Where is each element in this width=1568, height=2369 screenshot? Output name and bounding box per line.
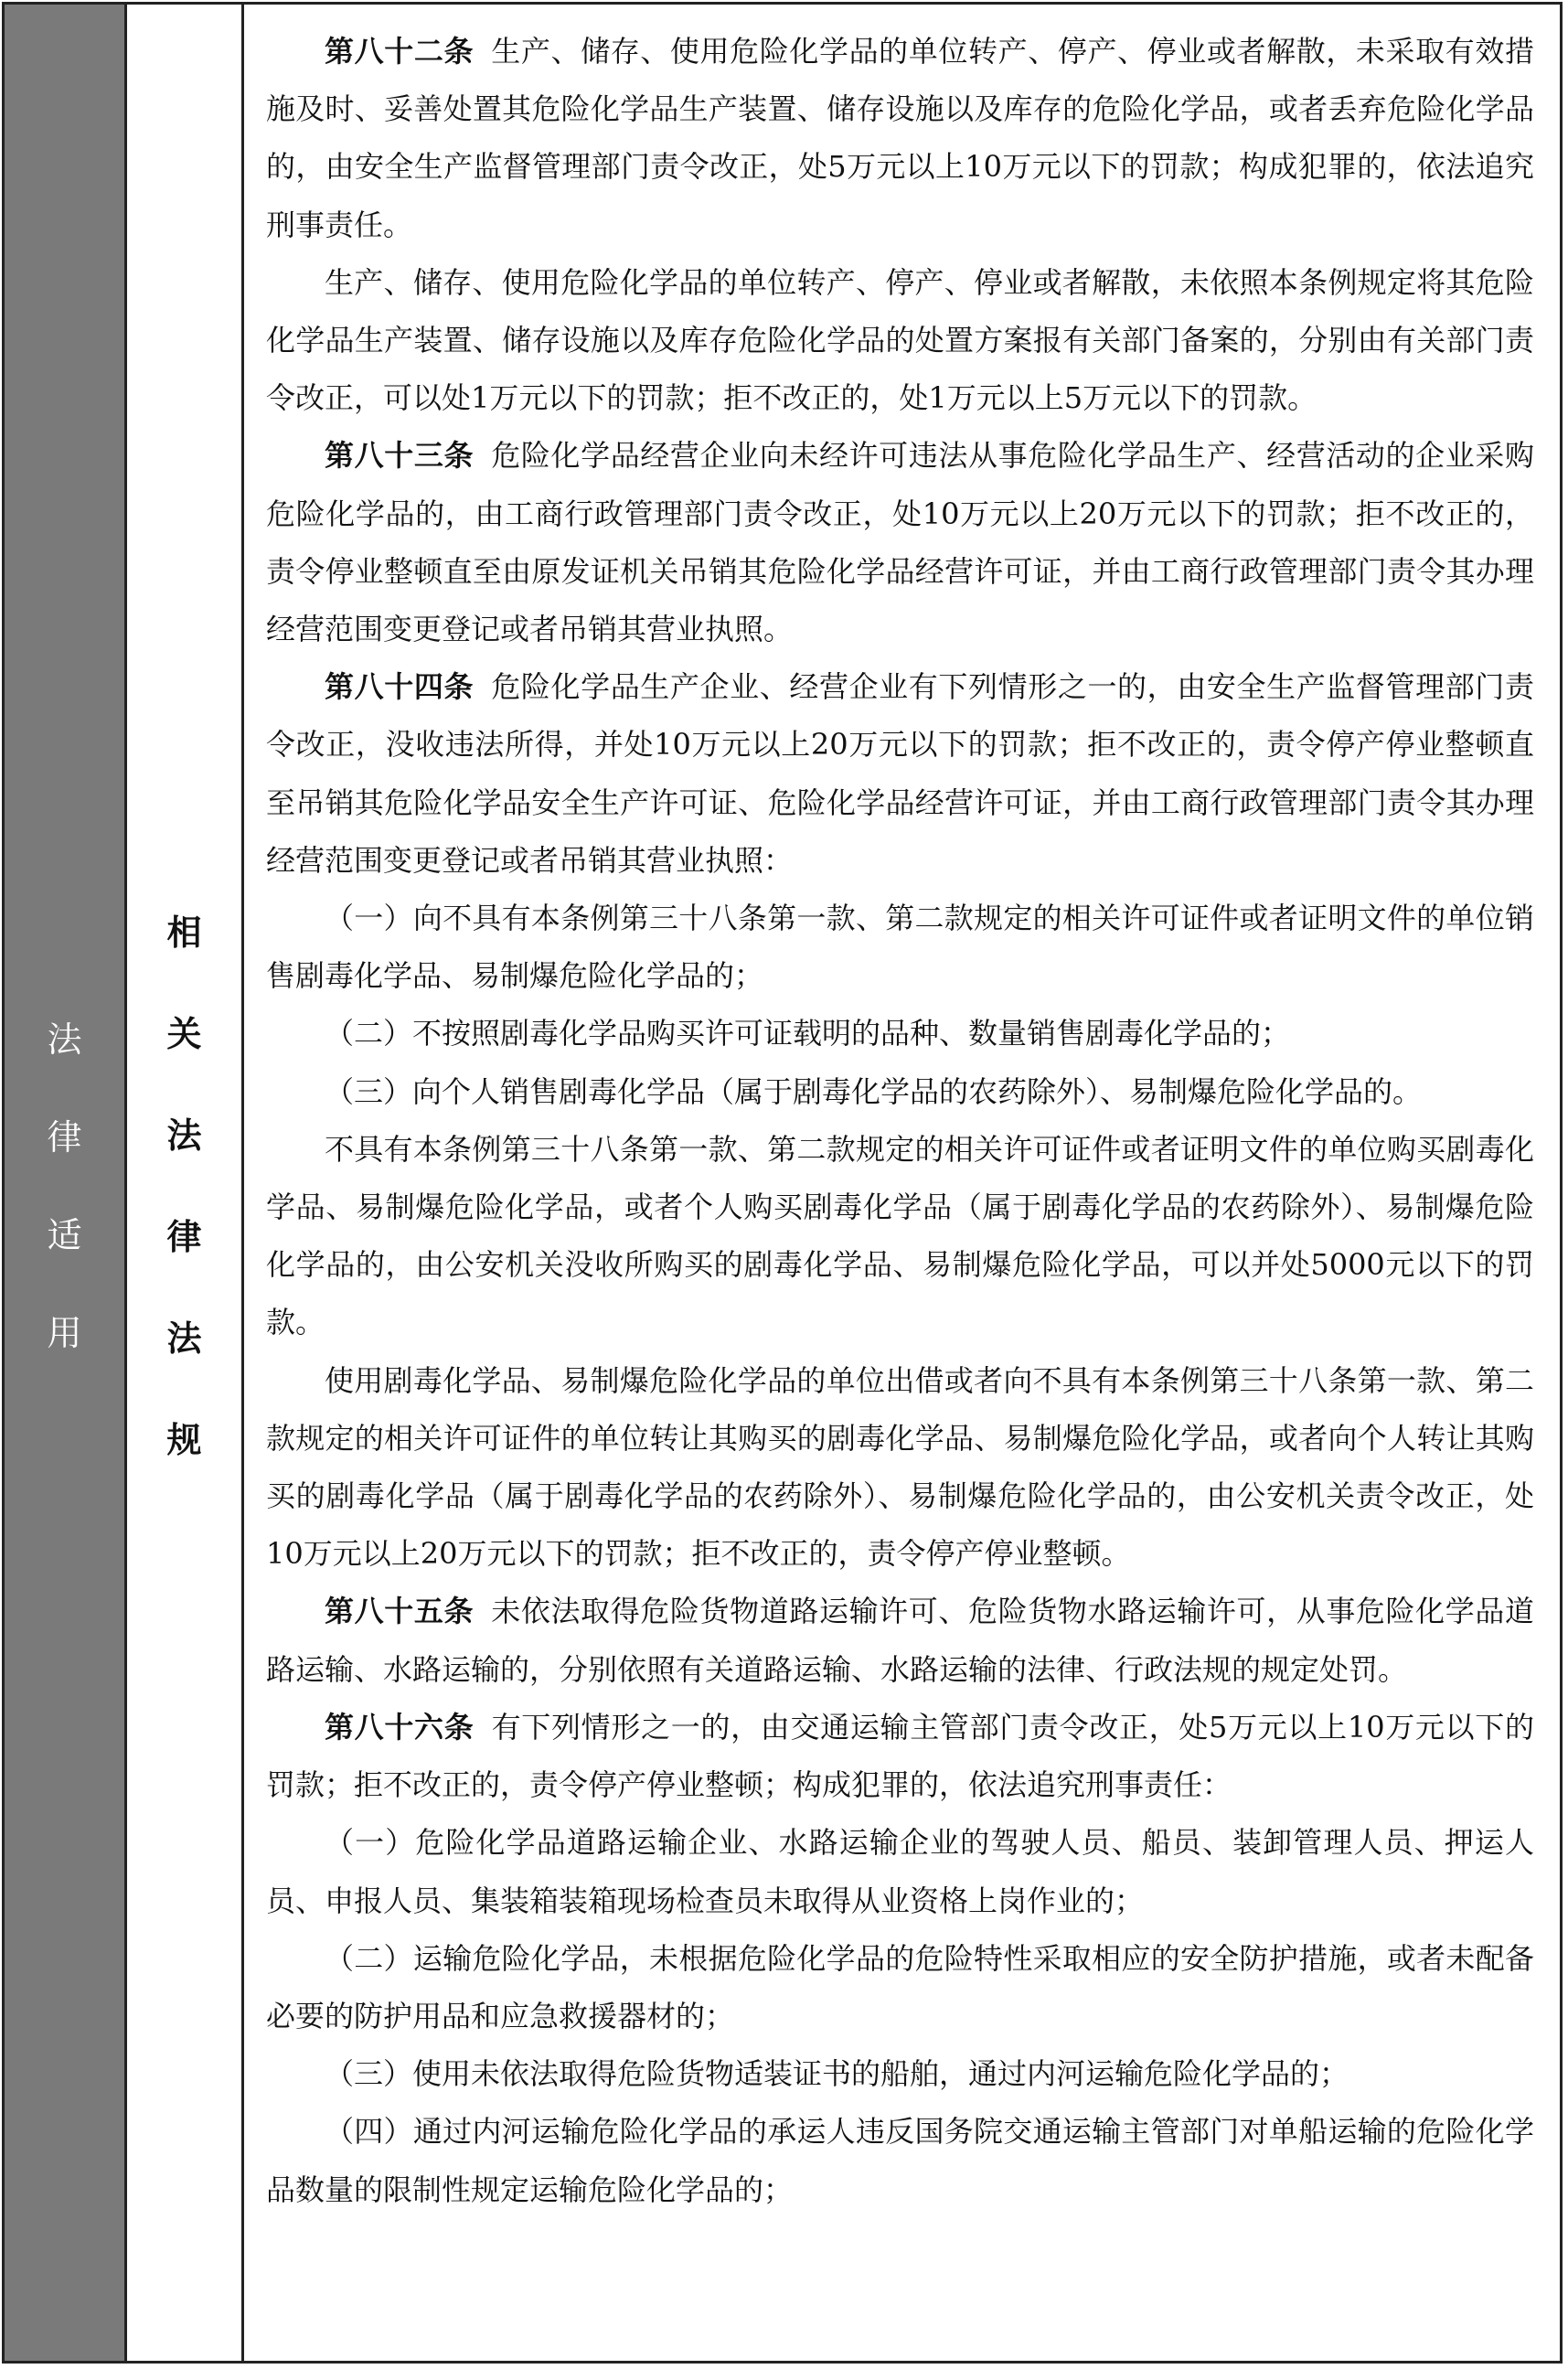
paragraph: [266, 1814, 1534, 1929]
paragraph: [266, 427, 1534, 658]
subcategory-char: 关: [166, 1013, 202, 1054]
subcategory-char: 相: [166, 912, 202, 953]
article-number: 第八十三条: [325, 438, 475, 474]
paragraph-text: 生产、储存、使用危险化学品的单位转产、停产、停业或者解散，未采取有效措施及时、妥善处置其危险化学品生产装置、储存设施以及库存的危险化学品，或者丢弃危险化学品的，由安全生产监督管理部门责令改正，处5万元以上10万元以下的罚款；构成犯罪的，依法追究刑事责任。: [266, 34, 1534, 242]
paragraph: [266, 1005, 1534, 1062]
subcategory-column: [127, 5, 244, 2361]
subcategory-char: 法: [166, 1318, 202, 1359]
paragraph: [266, 2045, 1534, 2103]
paragraph-text: （一）危险化学品道路运输企业、水路运输企业的驾驶人员、船员、装卸管理人员、押运人员、申报人员、集装箱装箱现场检查员未取得从业资格上岗作业的；: [266, 1825, 1534, 1918]
paragraph-text: 使用剧毒化学品、易制爆危险化学品的单位出借或者向不具有本条例第三十八条第一款、第二款规定的相关许可证件的单位转让其购买的剧毒化学品、易制爆危险化学品，或者向个人转让其购买的剧毒化学品（属于剧毒化学品的农药除外）、易制爆危险化学品的，由公安机关责令改正，处10万元以上20万元以下的罚款；拒不改正的，责令停产停业整顿。: [266, 1362, 1534, 1572]
paragraph: [266, 1121, 1534, 1352]
paragraph-text: （四）通过内河运输危险化学品的承运人违反国务院交通运输主管部门对单船运输的危险化学品数量的限制性规定运输危险化学品的；: [266, 2114, 1534, 2207]
subcategory-char: 法: [166, 1115, 202, 1156]
paragraph: [266, 1583, 1534, 1698]
paragraph: [266, 1063, 1534, 1121]
category-char: 律: [47, 1116, 82, 1158]
paragraph-text: 危险化学品生产企业、经营企业有下列情形之一的，由安全生产监督管理部门责令改正，没收违法所得，并处10万元以上20万元以下的罚款；拒不改正的，责令停产停业整顿直至吊销其危险化学品安全生产许可证、危险化学品经营许可证，并由工商行政管理部门责令其办理经营范围变更登记或者吊销其营业执照：: [266, 669, 1534, 878]
paragraph-text: 未依法取得危险货物道路运输许可、危险货物水路运输许可，从事危险化学品道路运输、水路运输的，分别依照有关道路运输、水路运输的法律、行政法规的规定处罚。: [266, 1594, 1534, 1687]
article-number: 第八十二条: [325, 34, 475, 69]
paragraph: [266, 1930, 1534, 2045]
subcategory-char: 律: [166, 1216, 202, 1257]
subcategory-label: [166, 904, 201, 1462]
paragraph: [266, 658, 1534, 890]
paragraph: [266, 2103, 1534, 2218]
paragraph-text: （三）使用未依法取得危险货物适装证书的船舶，通过内河运输危险化学品的；: [325, 2056, 1349, 2092]
content-column: [244, 5, 1560, 2361]
category-char: 法: [47, 1019, 82, 1060]
category-char: 适: [47, 1214, 82, 1255]
paragraph-text: 生产、储存、使用危险化学品的单位转产、停产、停业或者解散，未依照本条例规定将其危险化学品生产装置、储存设施以及库存危险化学品的处置方案报有关部门备案的，分别由有关部门责令改正，可以处1万元以下的罚款；拒不改正的，处1万元以上5万元以下的罚款。: [266, 264, 1534, 416]
paragraph: [266, 1699, 1534, 1814]
paragraph: [266, 1352, 1534, 1584]
paragraph-text: 不具有本条例第三十八条第一款、第二款规定的相关许可证件或者证明文件的单位购买剧毒化学品、易制爆危险化学品，或者个人购买剧毒化学品（属于剧毒化学品的农药除外）、易制爆危险化学品的，由公安机关没收所购买的剧毒化学品、易制爆危险化学品，可以并处5000元以下的罚款。: [266, 1131, 1534, 1340]
paragraph-text: 有下列情形之一的，由交通运输主管部门责令改正，处5万元以上10万元以下的罚款；拒不改正的，责令停产停业整顿；构成犯罪的，依法追究刑事责任：: [266, 1709, 1534, 1803]
paragraph: [266, 23, 1534, 254]
article-number: 第八十五条: [325, 1594, 475, 1629]
category-label: [47, 1011, 81, 1355]
law-table: [2, 2, 1563, 2364]
category-char: 用: [47, 1312, 82, 1353]
paragraph-text: 危险化学品经营企业向未经许可违法从事危险化学品生产、经营活动的企业采购危险化学品的，由工商行政管理部门责令改正，处10万元以上20万元以下的罚款；拒不改正的，责令停业整顿直至由原发证机关吊销其危险化学品经营许可证，并由工商行政管理部门责令其办理经营范围变更登记或者吊销其营业执照。: [266, 438, 1534, 647]
paragraph-text: （一）向不具有本条例第三十八条第一款、第二款规定的相关许可证件或者证明文件的单位销售剧毒化学品、易制爆危险化学品的；: [266, 901, 1534, 994]
paragraph-text: （二）运输危险化学品，未根据危险化学品的危险特性采取相应的安全防护措施，或者未配备必要的防护用品和应急救援器材的；: [266, 1940, 1534, 2033]
article-number: 第八十六条: [325, 1709, 475, 1745]
category-column: [5, 5, 127, 2361]
paragraph: [266, 890, 1534, 1005]
paragraph-text: （三）向个人销售剧毒化学品（属于剧毒化学品的农药除外）、易制爆危险化学品的。: [325, 1073, 1423, 1109]
paragraph: [266, 254, 1534, 428]
subcategory-char: 规: [166, 1419, 202, 1460]
paragraph-text: （二）不按照剧毒化学品购买许可证载明的品种、数量销售剧毒化学品的；: [325, 1016, 1291, 1051]
article-number: 第八十四条: [325, 669, 475, 705]
